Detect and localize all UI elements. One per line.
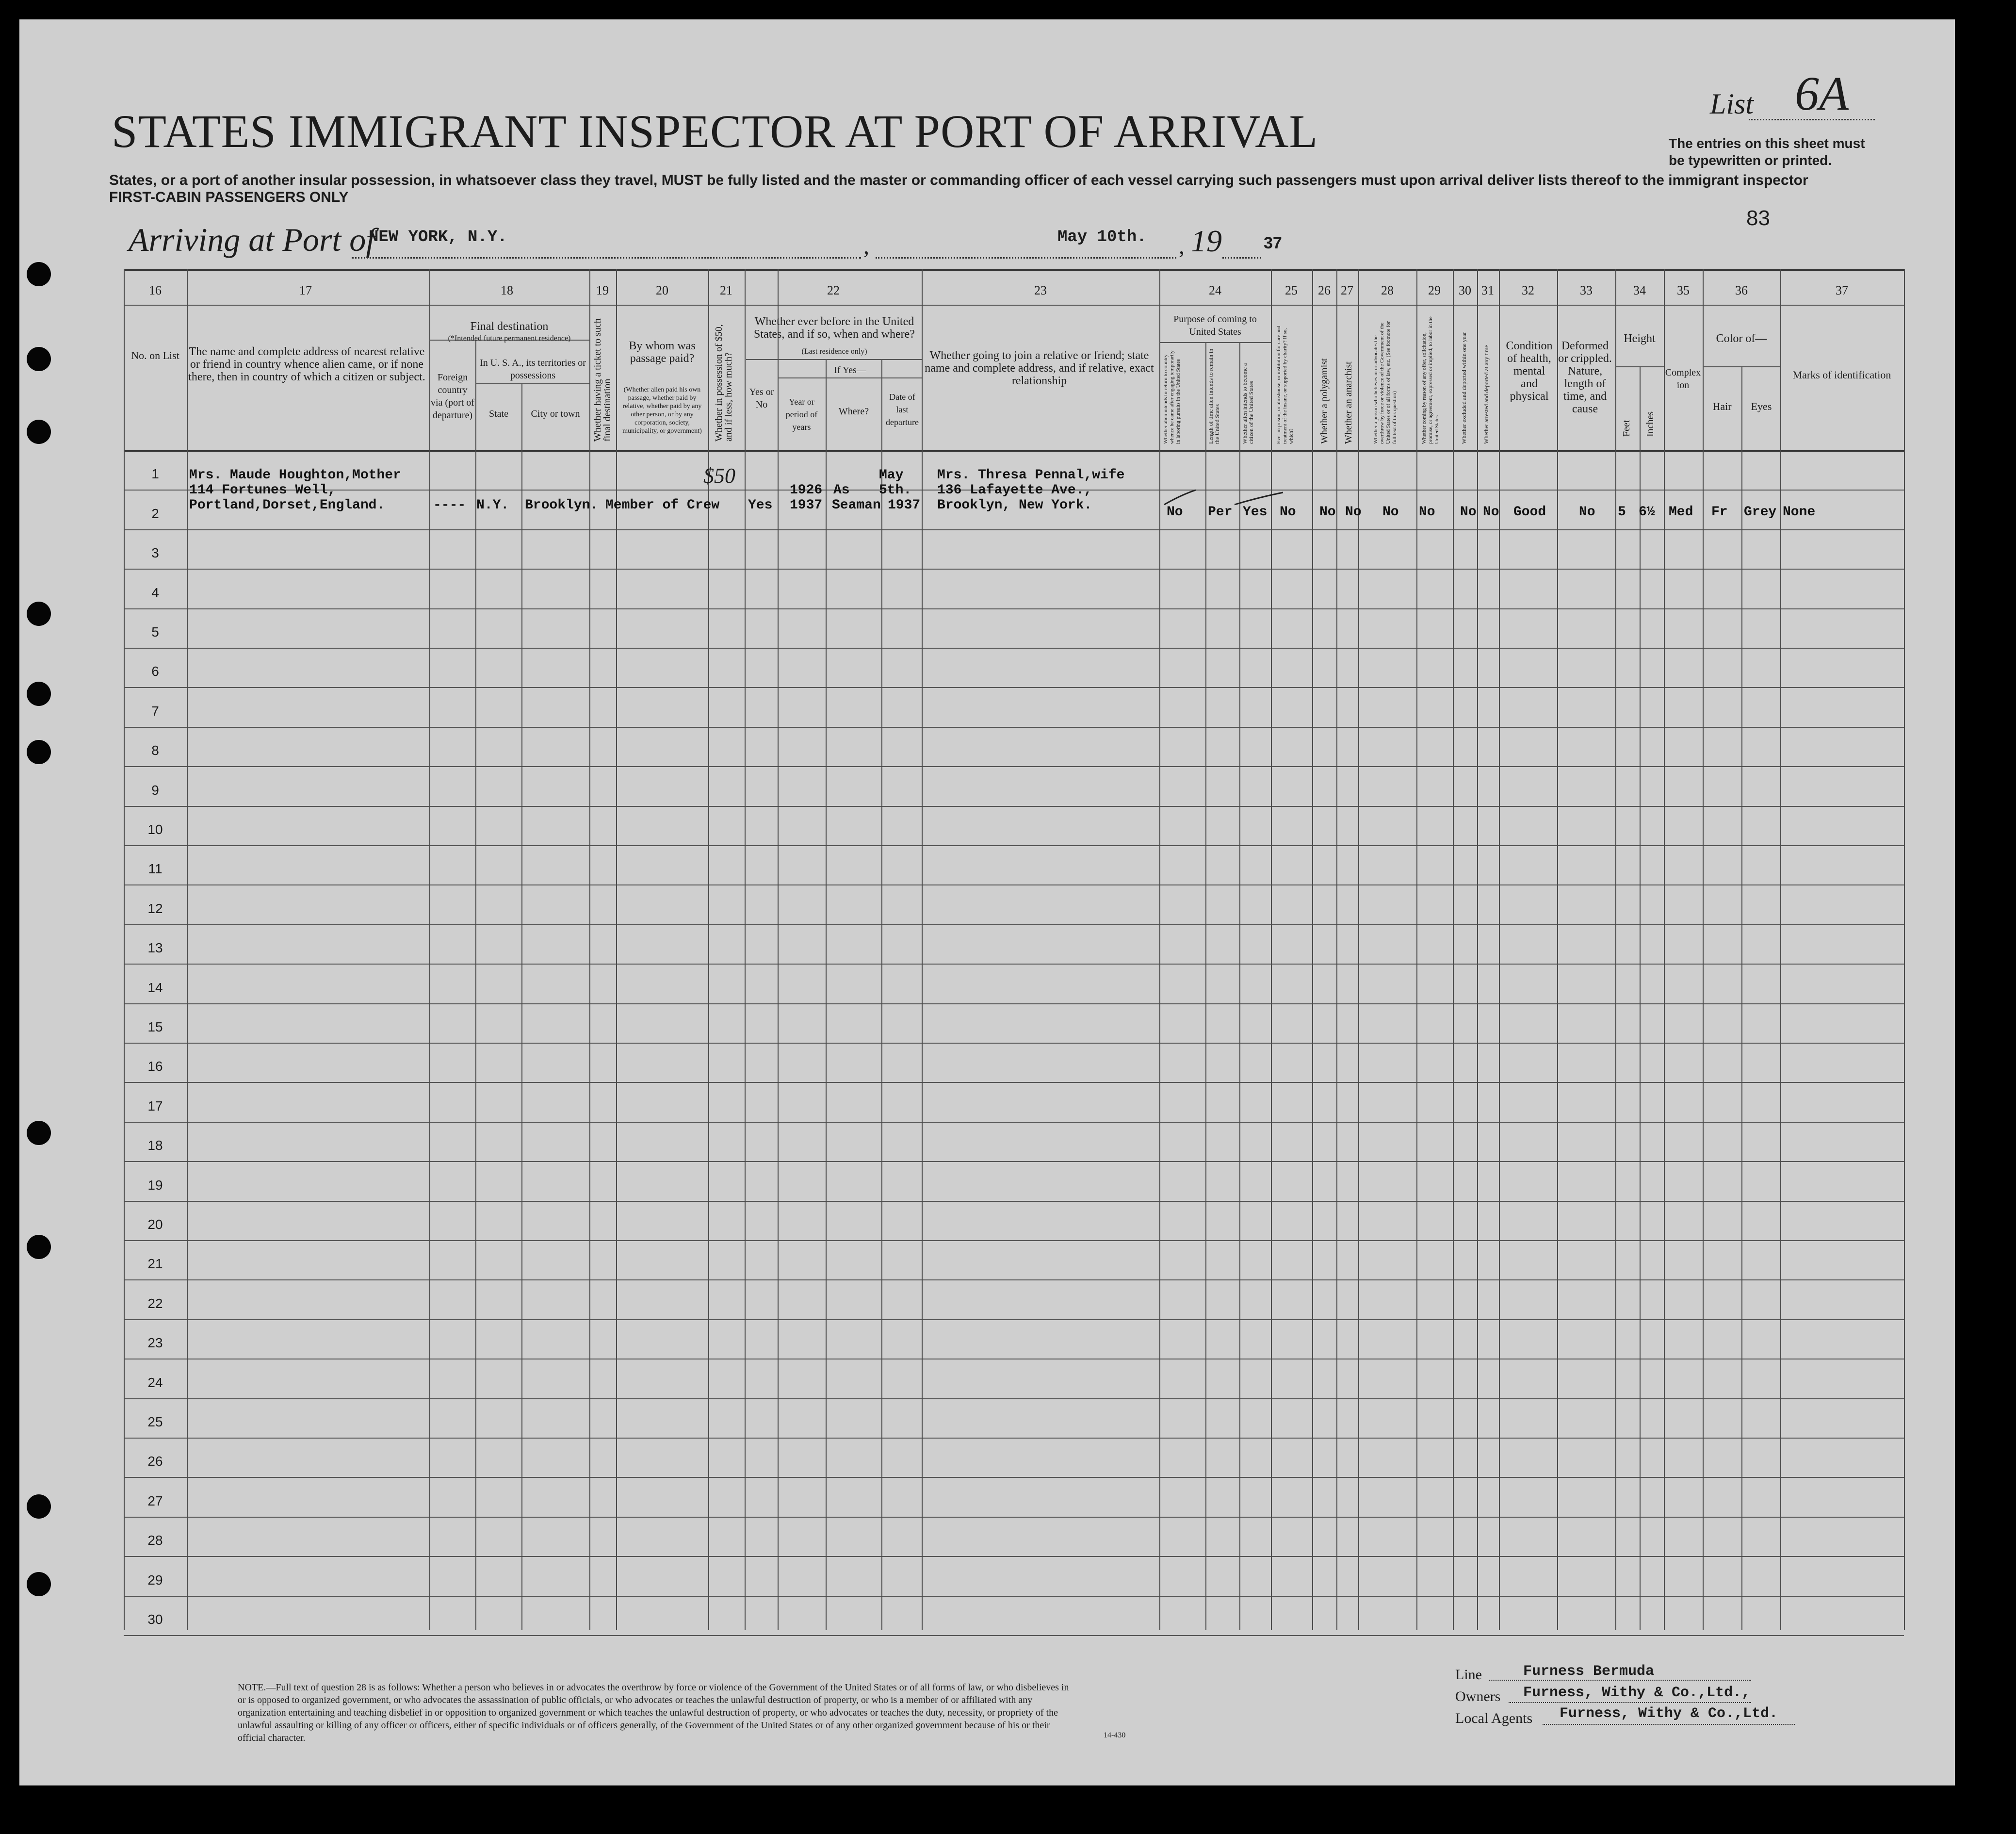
column-rule	[1453, 269, 1454, 1630]
year-prefix: 19	[1191, 224, 1222, 258]
first-cabin-label: FIRST-CABIN PASSENGERS ONLY	[109, 189, 349, 205]
column-rule	[1499, 269, 1500, 1630]
c34-subrule	[1615, 366, 1664, 367]
row-rule	[124, 1279, 1904, 1280]
column-rule	[1741, 366, 1742, 1630]
line-underline	[1489, 1680, 1751, 1681]
row-rule	[124, 1556, 1904, 1557]
row-number: 21	[147, 1256, 163, 1272]
row-rule	[124, 1517, 1904, 1518]
entry-citizen: Yes	[1243, 505, 1268, 520]
column-rule	[1615, 269, 1616, 1630]
column-rule	[778, 269, 779, 1630]
entry-health: Good	[1513, 505, 1546, 520]
column-number-rule	[124, 305, 1904, 306]
column-rule	[1904, 269, 1905, 1630]
punch-hole	[27, 262, 51, 286]
row-number: 10	[147, 822, 163, 837]
entry-city: Brooklyn.	[525, 498, 599, 513]
row-number: 15	[147, 1019, 163, 1034]
entry-money: $50	[703, 464, 735, 488]
row-number: 25	[147, 1414, 163, 1429]
column-rule	[1477, 269, 1478, 1630]
entries-note-line: The entries on this sheet must	[1669, 136, 1865, 151]
column-rule	[826, 359, 827, 1630]
entry-feet: 5	[1618, 505, 1626, 520]
header-passage-paid: By whom was passage paid?	[629, 340, 696, 365]
entry-departure: May	[879, 468, 904, 483]
punch-hole	[27, 420, 51, 444]
header-height: Height	[1624, 332, 1656, 345]
row-number: 1	[151, 466, 159, 482]
column-rule	[1239, 342, 1240, 1630]
table-top-rule	[124, 269, 1904, 271]
row-number: 22	[147, 1295, 163, 1311]
header-if-yes: If Yes—	[834, 365, 866, 376]
row-number: 4	[151, 585, 159, 600]
date-underline	[876, 257, 1176, 259]
column-rule	[475, 340, 476, 1630]
column-rule	[1312, 269, 1313, 1630]
column-number: 29	[1428, 283, 1441, 297]
separator-comma: ,	[863, 233, 869, 259]
header-feet: Feet	[1621, 420, 1632, 437]
column-number: 32	[1522, 283, 1534, 297]
entry-join-line: Brooklyn, New York.	[937, 498, 1092, 513]
column-number: 36	[1735, 283, 1748, 297]
column-number: 35	[1677, 283, 1690, 297]
header-marks: Marks of identification	[1792, 369, 1891, 381]
entry-relative-line: Mrs. Maude Houghton,Mother	[189, 468, 401, 483]
row-number: 26	[147, 1454, 163, 1469]
c36-subrule	[1703, 366, 1780, 367]
row-rule	[124, 648, 1904, 649]
column-rule	[1640, 366, 1641, 1630]
row-number: 18	[147, 1138, 163, 1153]
header-ever-before-sub: (Last residence only)	[801, 347, 867, 356]
header-prison: Ever in prison, or almshouse, or institution for care and treatment of the insane, or supported by charity? If so, which?	[1276, 326, 1294, 444]
c22-subrule	[746, 359, 922, 360]
row-number: 13	[147, 940, 163, 956]
row-rule	[124, 1201, 1904, 1202]
entry-relative-line: 114 Fortunes Well,	[189, 483, 336, 498]
row-rule	[124, 924, 1904, 925]
header-labor-offer: Whether coming by reason of any offer, solicitation, promise, or agreement, expressed or implied, to labor in the United States	[1421, 316, 1440, 444]
row-number: 8	[151, 743, 159, 758]
row-rule	[124, 845, 1904, 846]
row-number: 5	[151, 624, 159, 639]
header-ticket: Whether having a ticket to such final destination	[592, 318, 613, 442]
row-number: 17	[147, 1098, 163, 1114]
column-rule	[187, 269, 188, 1630]
row-rule	[124, 569, 1904, 570]
column-number: 27	[1341, 283, 1353, 297]
column-rule	[1271, 269, 1272, 1630]
column-rule	[745, 269, 746, 1630]
entry-excluded: No	[1460, 505, 1477, 520]
entry-deformed: No	[1579, 505, 1595, 520]
row-rule	[124, 1596, 1904, 1597]
entry-inches: 6½	[1639, 505, 1655, 520]
column-number: 33	[1580, 283, 1593, 297]
header-length-of-stay: Length of time alien intends to remain in the United States	[1207, 348, 1220, 444]
list-value: 6A	[1795, 66, 1849, 120]
header-no-on-list: No. on List	[131, 349, 179, 361]
header-final-destination: Final destination	[470, 320, 549, 333]
check-marks	[1162, 485, 1288, 509]
row-rule	[124, 687, 1904, 688]
agents-label: Local Agents	[1455, 1710, 1533, 1726]
entry-marks: None	[1783, 505, 1816, 520]
row-number: 27	[147, 1493, 163, 1508]
row-rule	[124, 964, 1904, 965]
punch-hole	[27, 1572, 51, 1596]
header-become-citizen: Whether alien intends to become a citizen of the United States	[1241, 363, 1254, 444]
row-rule	[124, 1082, 1904, 1083]
entries-note	[1669, 135, 1865, 169]
column-number: 26	[1318, 283, 1331, 297]
header-excluded: Whether excluded and deported within one year	[1461, 332, 1467, 444]
column-number: 31	[1481, 283, 1494, 297]
header-bottom-rule	[124, 450, 1904, 452]
header-nearest-relative: The name and complete address of nearest relative or friend in country whence alien came, or if none there, then in country of which a citizen or subject.	[188, 345, 425, 383]
row-number: 2	[151, 506, 159, 521]
row-rule	[124, 727, 1904, 728]
entry-departure: 1937	[888, 498, 921, 513]
column-rule	[1205, 342, 1206, 1630]
entry-arrested: No	[1483, 505, 1499, 520]
entry-anarchist: No	[1345, 505, 1362, 520]
header-overthrow: Whether a person who believes in or advocates the overthrow by force or violence of the Government of the United States or of all forms of law, etc. (See footnote for full text of this question)	[1373, 321, 1398, 444]
column-number: 19	[596, 283, 609, 297]
header-state: State	[489, 409, 508, 419]
row-rule	[124, 806, 1904, 807]
entry-join-line: 136 Lafayette Ave.,	[937, 483, 1092, 498]
entry-departure: 5th.	[879, 483, 912, 498]
row-rule	[124, 766, 1904, 767]
column-rule	[922, 269, 923, 1630]
header-join-relative: Whether going to join a relative or friend; state name and complete address, and if relative, exact relationship	[925, 349, 1154, 387]
column-rule	[1703, 269, 1704, 1630]
column-rule	[521, 383, 522, 1630]
entry-complexion: Med	[1669, 505, 1693, 520]
punch-hole	[27, 347, 51, 371]
sheet-number: 83	[1746, 206, 1770, 230]
header-passage-paid-sub: (Whether alien paid his own passage, whether paid by relative, whether paid by any other person, or by any corporation, society, municipality, or government)	[622, 386, 702, 435]
row-rule	[124, 529, 1904, 530]
column-rule	[1336, 269, 1337, 1630]
row-rule	[124, 608, 1904, 609]
header-ever-before: Whether ever before in the United States, and if so, when and where?	[754, 315, 915, 341]
entry-prison: No	[1280, 505, 1296, 520]
entry-length: Per	[1208, 505, 1233, 520]
entry-where: As	[833, 483, 850, 498]
column-rule	[1664, 269, 1665, 1630]
row-rule	[124, 1043, 1904, 1044]
year-suffix: 37	[1264, 234, 1282, 252]
punch-hole	[27, 602, 51, 626]
header-last-departure: Date of last departure	[886, 392, 919, 427]
row-number: 16	[147, 1059, 163, 1074]
entry-years: 1937	[790, 498, 823, 513]
header-city: City or town	[531, 409, 580, 419]
header-fifty-dollars: Whether in possession of $50, and if less, how much?	[714, 324, 734, 442]
entry-join-line: Mrs. Thresa Pennal,wife	[937, 468, 1125, 483]
c18-subrule2	[475, 383, 589, 384]
entry-years: 1926	[790, 483, 823, 498]
year-underline	[1222, 257, 1261, 259]
row-number: 23	[147, 1335, 163, 1351]
list-label: List	[1710, 88, 1754, 120]
entry-return: No	[1167, 505, 1183, 520]
punch-hole	[27, 1235, 51, 1259]
row-number: 9	[151, 782, 159, 798]
column-number: 37	[1836, 283, 1848, 297]
column-number: 28	[1381, 283, 1394, 297]
header-color-of: Color of—	[1716, 332, 1767, 345]
column-number: 30	[1459, 283, 1471, 297]
column-rule	[881, 359, 882, 1630]
column-rule	[616, 269, 617, 1630]
column-rule	[1159, 269, 1160, 1630]
entry-where: Seaman	[832, 498, 881, 513]
row-rule	[124, 1477, 1904, 1478]
agents-underline	[1543, 1724, 1795, 1725]
header-anarchist: Whether an anarchist	[1343, 361, 1354, 444]
row-number: 11	[148, 861, 163, 877]
row-number: 14	[147, 980, 163, 995]
header-in-usa: In U. S. A., its territories or possessions	[480, 358, 586, 381]
row-rule	[124, 1161, 1904, 1162]
row-number: 7	[151, 703, 159, 719]
row-number: 12	[147, 901, 163, 916]
column-number: 25	[1285, 283, 1298, 297]
header-yes-no: Yes or No	[749, 387, 774, 410]
row-number: 19	[147, 1177, 163, 1193]
entry-overthrow: No	[1382, 505, 1399, 520]
entry-passage-paid: Member of Crew	[605, 498, 720, 513]
header-complexion: Complexion	[1665, 367, 1701, 391]
header-arrested: Whether arrested and deported at any time	[1483, 345, 1490, 444]
column-rule	[1557, 269, 1558, 1630]
entries-note-line: be typewritten or printed.	[1669, 153, 1832, 168]
owners-underline	[1509, 1702, 1751, 1703]
header-intends-return: Whether alien intends to return to country whence he came after engaging temporarily in laboring pursuits in the United States	[1163, 350, 1181, 444]
row-rule	[124, 1398, 1904, 1399]
entry-polygamist: No	[1319, 505, 1336, 520]
punch-hole	[27, 1494, 51, 1519]
c22-subrule2	[778, 377, 922, 378]
header-health: Condition of health, mental and physical	[1506, 340, 1553, 403]
c24-subrule	[1159, 342, 1271, 343]
header-eyes: Eyes	[1751, 400, 1772, 412]
row-rule	[124, 1122, 1904, 1123]
row-number: 30	[147, 1612, 163, 1627]
owners-label: Owners	[1455, 1688, 1501, 1704]
column-rule	[429, 269, 430, 1630]
row-rule	[124, 1240, 1904, 1241]
column-rule	[1780, 269, 1781, 1630]
column-number: 20	[656, 283, 668, 297]
separator-comma: ,	[1179, 233, 1185, 259]
header-deformed: Deformed or crippled. Nature, length of time, and cause	[1558, 340, 1612, 415]
port-value: NEW YORK, N.Y.	[369, 228, 507, 246]
punch-hole	[27, 682, 51, 706]
punch-hole	[27, 1121, 51, 1145]
line-value: Furness Bermuda	[1523, 1663, 1655, 1680]
header-where: Where?	[838, 406, 869, 417]
header-purpose: Purpose of coming to United States	[1173, 314, 1257, 337]
column-number: 22	[827, 283, 840, 297]
column-number: 16	[149, 283, 162, 297]
entry-foreign-via: ----	[433, 498, 466, 513]
header-polygamist: Whether a polygamist	[1319, 358, 1330, 444]
row-number: 6	[151, 664, 159, 679]
entry-state: N.Y.	[476, 498, 509, 513]
agents-value: Furness, Withy & Co.,Ltd.	[1560, 1705, 1778, 1722]
column-rule	[1416, 269, 1417, 1630]
entry-labor: No	[1419, 505, 1435, 520]
column-number: 18	[501, 283, 513, 297]
column-number: 24	[1209, 283, 1221, 297]
entry-hair: Fr	[1711, 505, 1728, 520]
header-inches: Inches	[1645, 411, 1656, 437]
line-label: Line	[1455, 1667, 1482, 1683]
arriving-label: Arriving at Port of	[129, 221, 375, 258]
header-foreign-country: Foreign country via (port of departure)	[431, 372, 474, 421]
row-rule	[124, 884, 1904, 885]
row-number: 28	[147, 1533, 163, 1548]
header-final-destination-sub: (*Intended future permanent residence)	[448, 334, 571, 343]
entry-eyes: Grey	[1744, 505, 1777, 520]
owners-value: Furness, Withy & Co.,Ltd.,	[1523, 1685, 1751, 1701]
header-year-period: Year or period of years	[785, 397, 818, 432]
row-number: 3	[151, 545, 159, 561]
row-rule	[124, 1635, 1904, 1636]
form-instructions: States, or a port of another insular possession, in whatsoever class they travel, MUST be fully listed and the master or commanding officer of each vessel carrying such passengers must upon arrival deliver lists thereof to the immigrant inspector	[109, 172, 1808, 188]
header-hair: Hair	[1712, 400, 1732, 412]
row-rule	[124, 1438, 1904, 1439]
punch-hole	[27, 740, 51, 764]
row-number: 24	[147, 1375, 163, 1390]
port-underline	[352, 257, 861, 259]
row-number: 20	[147, 1217, 163, 1232]
form-title: STATES IMMIGRANT INSPECTOR AT PORT OF ARRIVAL	[112, 105, 1318, 157]
column-number: 34	[1633, 283, 1646, 297]
row-number: 29	[147, 1572, 163, 1588]
row-rule	[124, 1319, 1904, 1320]
column-number: 23	[1034, 283, 1047, 297]
column-number: 17	[299, 283, 312, 297]
entry-ever-before: Yes	[748, 498, 773, 513]
column-rule	[1358, 269, 1359, 1630]
column-number: 21	[720, 283, 732, 297]
entry-relative-line: Portland,Dorset,England.	[189, 498, 385, 513]
date-value: May 10th.	[1057, 228, 1147, 246]
footnote-q28: NOTE.—Full text of question 28 is as follows: Whether a person who believes in or advocates the overthrow by force or violence of the Government of the United States or of all forms of law, or who disbelieves in or is opposed to organized government, or who advocates the assassination of public officials, or who advocates or teaches the unlawful destruction of property, or who is a member of or affiliated with any organization entertaining and teaching disbelief in or opposition to organized government or which teaches the unlawful destruction of property, or who advocates or teaches the duty, necessity, or propriety of the unlawful assaulting or killing of any officer or officers, either of specific individuals or of officers generally, of the Government of the United States or of any other organized government because of his or their official character.	[238, 1682, 1069, 1743]
form-number: 14-430	[1104, 1731, 1126, 1739]
column-rule	[589, 269, 590, 1630]
row-rule	[124, 1003, 1904, 1004]
